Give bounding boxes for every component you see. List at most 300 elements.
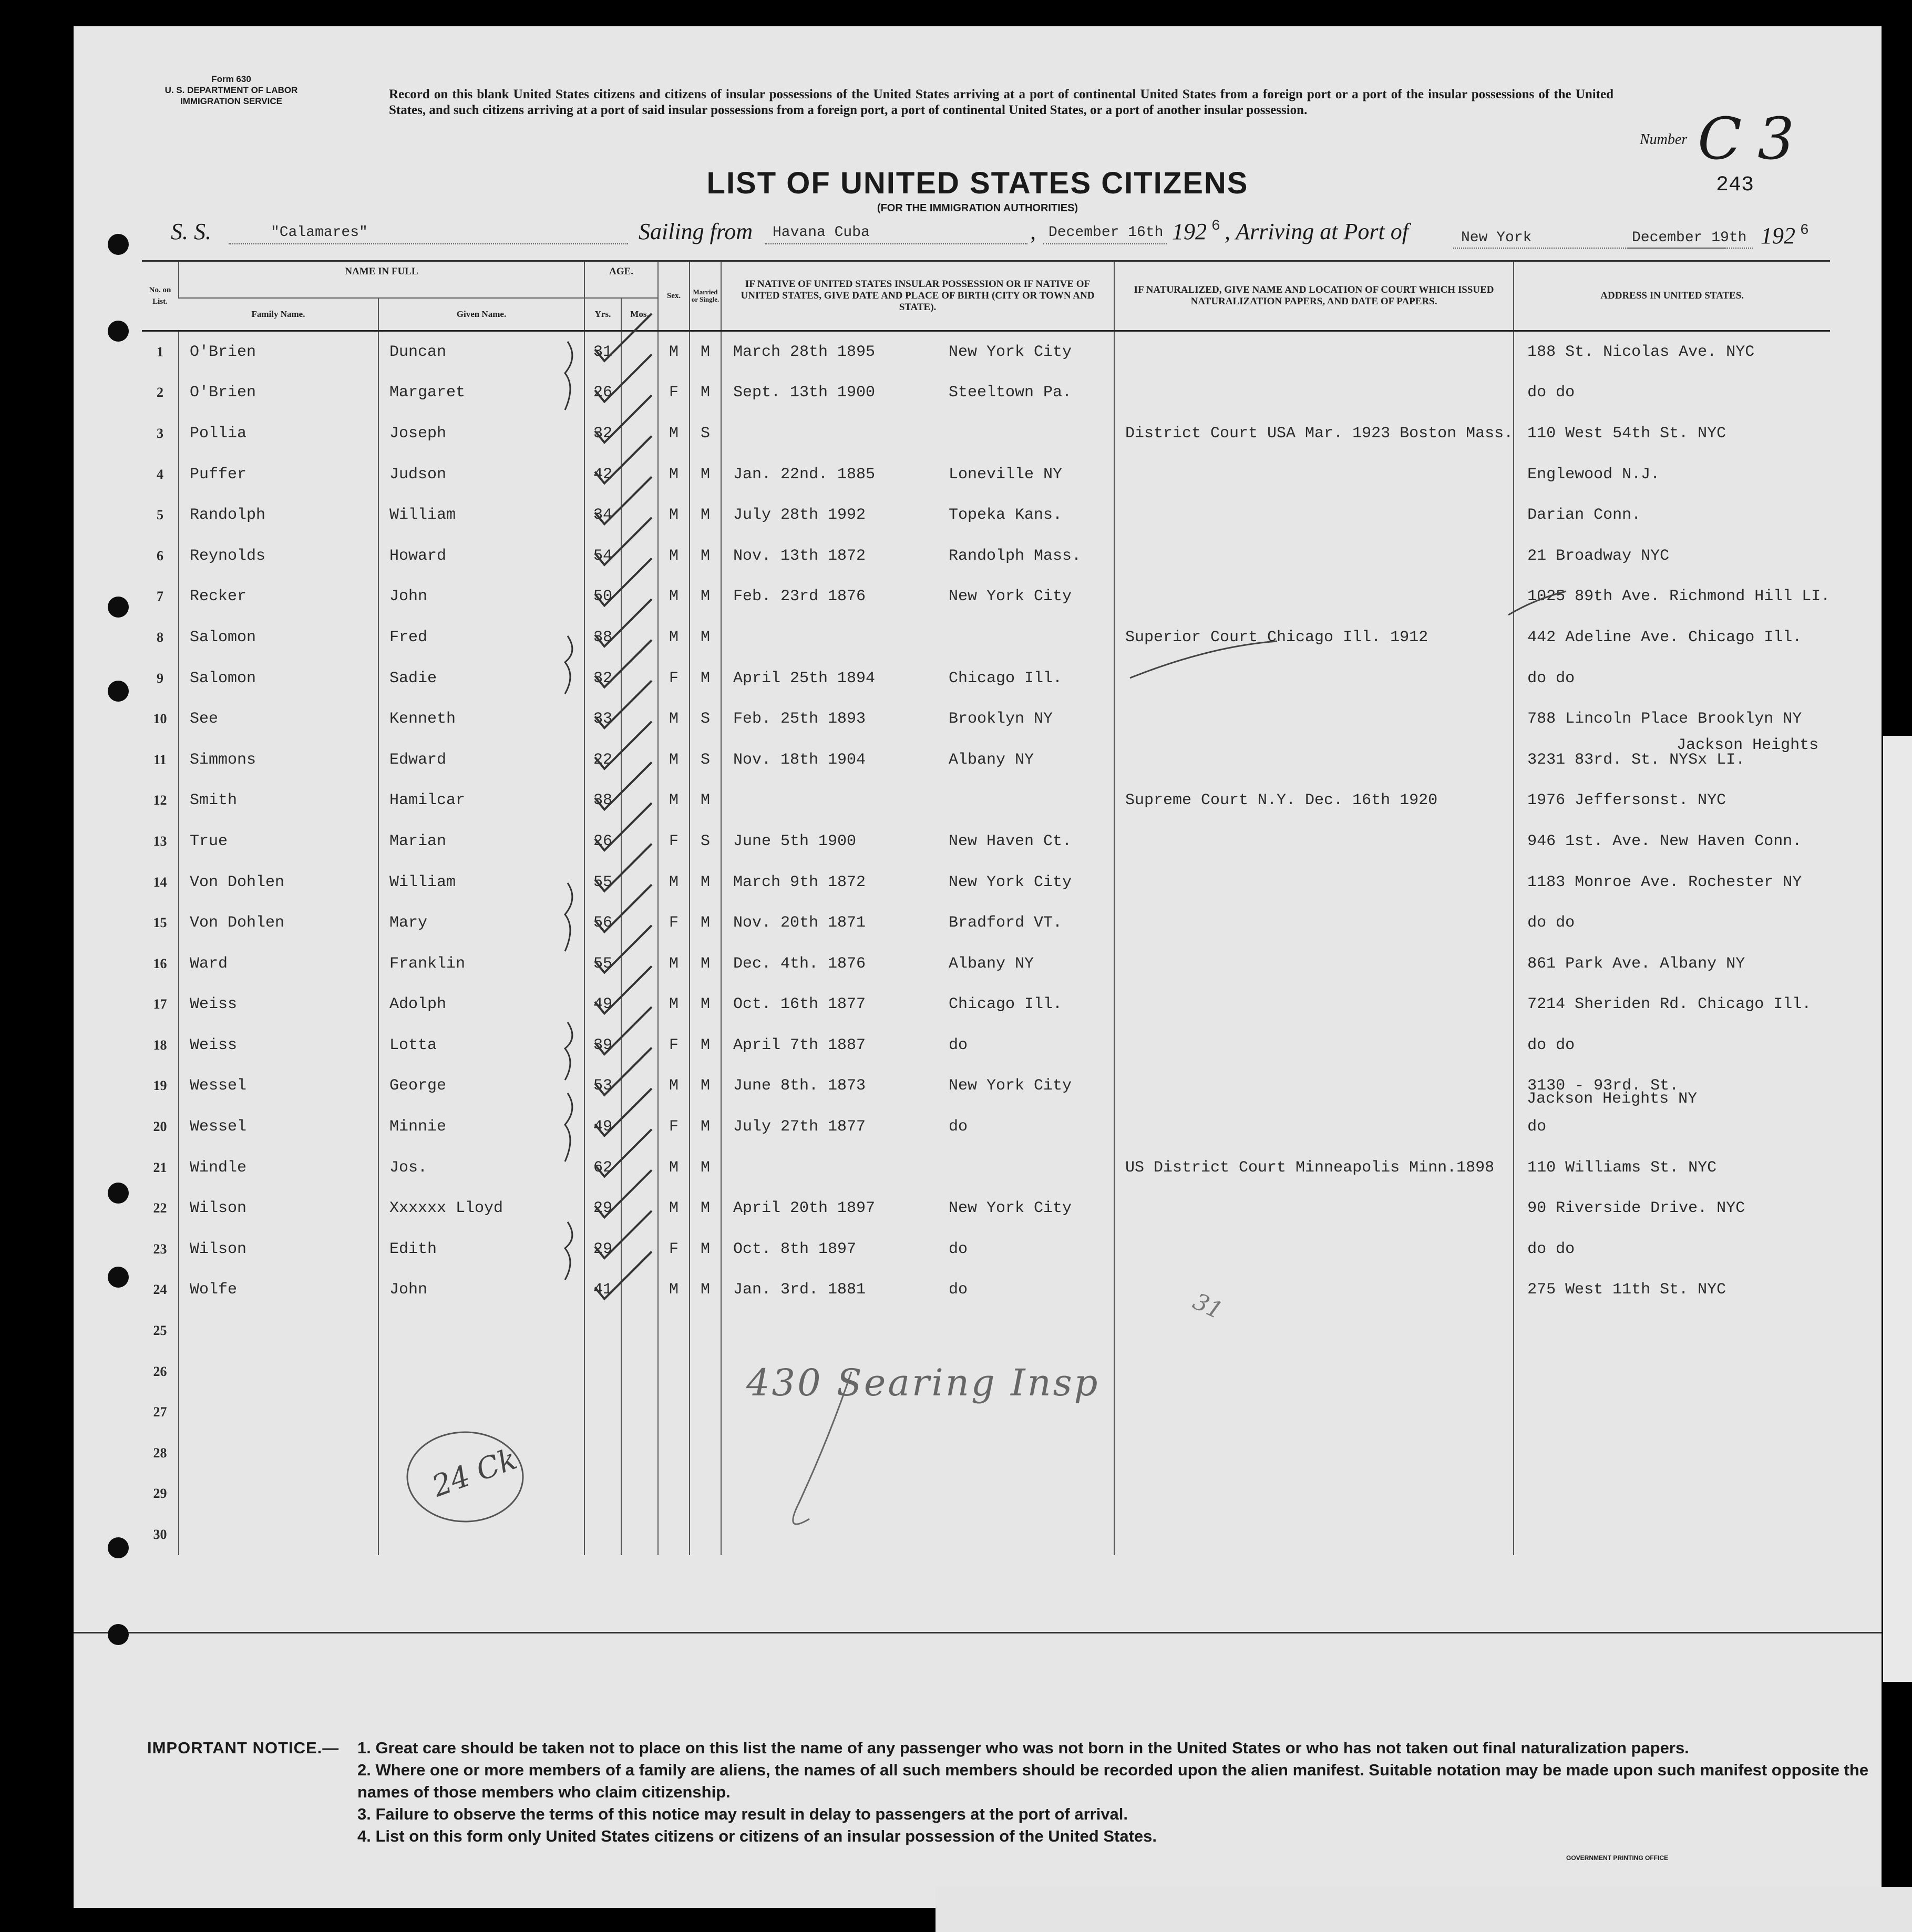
- us-address: 275 West 11th St. NYC: [1514, 1270, 1830, 1311]
- family-name: Wessel: [179, 1106, 378, 1147]
- marital-status: M: [690, 332, 721, 373]
- row-number: 26: [153, 1363, 167, 1379]
- check-marks: [595, 314, 652, 1299]
- year-prefix-2: 192: [1761, 223, 1795, 249]
- age-years: 33: [584, 698, 621, 739]
- sex: M: [658, 332, 690, 373]
- birth-date: March 28th 1895: [733, 343, 876, 361]
- row-number: 17: [153, 996, 167, 1012]
- birth-date: April 7th 1887: [733, 1036, 866, 1054]
- row-number: 13: [153, 833, 167, 849]
- birth-date: April 25th 1894: [733, 669, 876, 687]
- family-name: Salomon: [179, 617, 378, 658]
- us-address: Darian Conn.: [1514, 495, 1830, 536]
- marital-status: M: [690, 1066, 721, 1107]
- sex: M: [658, 413, 690, 454]
- given-name: Lotta: [378, 1025, 584, 1066]
- marital-status: M: [690, 902, 721, 943]
- given-name: Minnie: [378, 1106, 584, 1147]
- age-years: 34: [584, 495, 621, 536]
- row-number: 12: [153, 793, 167, 808]
- check-mark: [595, 518, 652, 565]
- check-mark: [595, 681, 652, 728]
- check-mark: [595, 395, 652, 443]
- age-years: 39: [584, 1025, 621, 1066]
- given-name: Xxxxxx Lloyd: [378, 1188, 584, 1229]
- printer-imprint: GOVERNMENT PRINTING OFFICE: [1566, 1854, 1669, 1862]
- age-years: 55: [584, 862, 621, 903]
- sex: F: [658, 1106, 690, 1147]
- sex: M: [658, 536, 690, 577]
- marital-status: M: [690, 454, 721, 495]
- birth-date: Nov. 13th 1872: [733, 547, 866, 565]
- sex: M: [658, 780, 690, 821]
- birth-place: New Haven Ct.: [949, 832, 1072, 850]
- birth-place: Albany NY: [949, 954, 1034, 973]
- given-name: Margaret: [378, 373, 584, 414]
- service: IMMIGRATION SERVICE: [180, 96, 282, 106]
- check-mark: [595, 762, 652, 809]
- family-name: See: [179, 698, 378, 739]
- check-mark: [595, 1007, 652, 1054]
- us-address: 3130 - 93rd. St.: [1514, 1066, 1830, 1107]
- handwritten-marks: [74, 26, 1882, 1908]
- us-address: 90 Riverside Drive. NYC: [1514, 1188, 1830, 1229]
- age-years: 29: [584, 1188, 621, 1229]
- row-number: 27: [153, 1404, 167, 1420]
- sex: F: [658, 821, 690, 862]
- marital-status: S: [690, 413, 721, 454]
- birth-place: Loneville NY: [949, 465, 1063, 484]
- sex: F: [658, 902, 690, 943]
- check-mark: [595, 1088, 652, 1136]
- document-subtitle: (FOR THE IMMIGRATION AUTHORITIES): [877, 202, 1078, 214]
- family-name: Smith: [179, 780, 378, 821]
- circled-note: 24 Ck: [427, 1442, 521, 1504]
- row-number: 8: [157, 629, 163, 645]
- binder-hole: [108, 597, 129, 618]
- us-address: 946 1st. Ave. New Haven Conn.: [1514, 821, 1830, 862]
- us-address: 1976 Jeffersonst. NYC: [1514, 780, 1830, 821]
- family-name: Puffer: [179, 454, 378, 495]
- number-label: Number: [1640, 131, 1688, 148]
- check-mark: [595, 844, 652, 891]
- birth-date: Oct. 8th 1897: [733, 1240, 857, 1258]
- list-number: C3: [1698, 105, 1811, 172]
- marital-status: M: [690, 1147, 721, 1188]
- sex: F: [658, 1229, 690, 1270]
- sex: M: [658, 739, 690, 780]
- sex: M: [658, 698, 690, 739]
- page-number: 243: [1716, 173, 1754, 197]
- given-name: Duncan: [378, 332, 584, 373]
- arrival-date: December 19th: [1632, 230, 1747, 246]
- notice-lead: IMPORTANT NOTICE.—: [147, 1739, 340, 1757]
- naturalization-court: US District Court Minneapolis Minn.1898: [1114, 1147, 1514, 1188]
- binder-hole: [108, 1537, 129, 1558]
- age-years: 31: [584, 332, 621, 373]
- family-name: Wilson: [179, 1188, 378, 1229]
- check-mark: [595, 436, 652, 484]
- check-mark: [595, 1170, 652, 1217]
- us-address: 861 Park Ave. Albany NY: [1514, 943, 1830, 984]
- family-name: Wessel: [179, 1066, 378, 1107]
- check-mark: [595, 1129, 652, 1177]
- document-title: LIST OF UNITED STATES CITIZENS: [706, 166, 1249, 200]
- age-years: 26: [584, 373, 621, 414]
- row-number: 28: [153, 1445, 167, 1461]
- col-age-header: AGE.: [584, 261, 658, 299]
- check-mark: [595, 599, 652, 646]
- age-years: 49: [584, 1106, 621, 1147]
- check-mark: [595, 558, 652, 605]
- us-address: Englewood N.J.: [1514, 454, 1830, 495]
- birth-date: Feb. 23rd 1876: [733, 588, 866, 606]
- row-number: 14: [153, 874, 167, 890]
- sex: M: [658, 1270, 690, 1311]
- address-extra-row-19: Jackson Heights NY: [1527, 1090, 1698, 1108]
- notice-item-1: 1. Great care should be taken not to place on this list the name of any passenger who was not born in the United States or who has not taken out final naturalization papers.: [357, 1739, 1689, 1757]
- family-name: Reynolds: [179, 536, 378, 577]
- row-number: 1: [157, 344, 163, 359]
- year-digit-2: 6: [1800, 222, 1809, 239]
- birth-place: New York City: [949, 588, 1072, 606]
- binder-hole: [108, 1267, 129, 1288]
- family-name: Recker: [179, 577, 378, 618]
- birth-date: Sept. 13th 1900: [733, 384, 876, 402]
- us-address: 3231 83rd. St. NYSx LI.: [1514, 739, 1830, 780]
- marital-status: S: [690, 739, 721, 780]
- marital-status: M: [690, 1106, 721, 1147]
- given-name: George: [378, 1066, 584, 1107]
- sex: M: [658, 1188, 690, 1229]
- given-name: John: [378, 577, 584, 618]
- notice-item-4: 4. List on this form only United States citizens or citizens of an insular possession of the United States.: [357, 1827, 1157, 1845]
- given-name: William: [378, 495, 584, 536]
- naturalization-court: District Court USA Mar. 1923 Boston Mass.: [1114, 413, 1514, 454]
- given-name: Franklin: [378, 943, 584, 984]
- voyage-line: S. S. "Calamares" Sailing from Havana Cuba , December 16th 192 6 , Arriving at Port of New York December 19th 192 6: [171, 218, 1809, 249]
- marital-status: S: [690, 821, 721, 862]
- birth-place: New York City: [949, 1199, 1072, 1218]
- age-years: 41: [584, 1270, 621, 1311]
- row-number: 16: [153, 955, 167, 971]
- binder-hole: [108, 321, 129, 342]
- sex: F: [658, 373, 690, 414]
- col-naturalized-header: IF NATURALIZED, GIVE NAME AND LOCATION OF COURT WHICH ISSUED NATURALIZATION PAPERS, AND DATE OF PAPERS.: [1114, 261, 1514, 331]
- check-mark: [595, 966, 652, 1013]
- age-years: 55: [584, 943, 621, 984]
- row-number: 29: [153, 1486, 167, 1502]
- age-years: 32: [584, 413, 621, 454]
- marital-status: M: [690, 536, 721, 577]
- age-years: 49: [584, 984, 621, 1025]
- sex: M: [658, 984, 690, 1025]
- birth-place: New York City: [949, 343, 1072, 361]
- sex: M: [658, 1066, 690, 1107]
- birth-date: Dec. 4th. 1876: [733, 954, 866, 973]
- family-name: O'Brien: [179, 373, 378, 414]
- row-number: 20: [153, 1119, 167, 1135]
- small-note: 31: [1188, 1288, 1227, 1325]
- sailing-label: Sailing from: [639, 219, 753, 244]
- family-name: True: [179, 821, 378, 862]
- age-years: 38: [584, 780, 621, 821]
- row-number: 25: [153, 1323, 167, 1339]
- binder-hole: [108, 234, 129, 255]
- check-mark: [595, 722, 652, 769]
- form-number: Form 630: [211, 74, 251, 84]
- birth-place: do: [949, 1118, 968, 1136]
- departure-port: Havana Cuba: [773, 224, 870, 241]
- row-number: 7: [157, 589, 163, 604]
- paper-edge: [1883, 736, 1912, 1682]
- us-address: 1183 Monroe Ave. Rochester NY: [1514, 862, 1830, 903]
- marital-status: M: [690, 495, 721, 536]
- row-number: 9: [157, 670, 163, 686]
- row-number: 2: [157, 385, 163, 400]
- marital-status: S: [690, 698, 721, 739]
- row-number: 30: [153, 1527, 167, 1543]
- row-number: 24: [153, 1282, 167, 1298]
- birth-place: do: [949, 1281, 968, 1299]
- check-mark: [595, 354, 652, 402]
- given-name: John: [378, 1270, 584, 1311]
- family-name: Salomon: [179, 658, 378, 699]
- check-mark: [595, 885, 652, 932]
- sex: M: [658, 862, 690, 903]
- given-name: Edward: [378, 739, 584, 780]
- given-name: Howard: [378, 536, 584, 577]
- given-name: Fred: [378, 617, 584, 658]
- check-mark: [595, 1251, 652, 1299]
- us-address: do do: [1514, 658, 1830, 699]
- us-address: do do: [1514, 1229, 1830, 1270]
- marital-status: M: [690, 373, 721, 414]
- binder-hole: [108, 1624, 129, 1645]
- family-name: Randolph: [179, 495, 378, 536]
- bottom-rule: [74, 1632, 1882, 1633]
- row-number: 10: [153, 711, 167, 727]
- department: U. S. DEPARTMENT OF LABOR: [165, 85, 298, 95]
- check-mark: [595, 640, 652, 687]
- birth-place: Brooklyn NY: [949, 710, 1053, 728]
- birth-date: July 28th 1992: [733, 506, 866, 525]
- row-number: 18: [153, 1037, 167, 1053]
- us-address: 21 Broadway NYC: [1514, 536, 1830, 577]
- row-number: 22: [153, 1200, 167, 1216]
- col-given-header: Given Name.: [378, 298, 584, 331]
- sex: M: [658, 454, 690, 495]
- birth-place: Bradford VT.: [949, 914, 1063, 932]
- col-birth-header: IF NATIVE OF UNITED STATES INSULAR POSSESSION OR IF NATIVE OF UNITED STATES, GIVE DATE AND PLACE OF BIRTH (CITY OR TOWN AND STATE).: [721, 261, 1114, 331]
- marital-status: M: [690, 617, 721, 658]
- col-address-header: ADDRESS IN UNITED STATES.: [1514, 261, 1830, 331]
- col-no-header: No. on List.: [142, 261, 179, 331]
- birth-date: June 5th 1900: [733, 832, 857, 850]
- birth-place: Topeka Kans.: [949, 506, 1063, 525]
- marital-status: M: [690, 862, 721, 903]
- birth-place: do: [949, 1240, 968, 1258]
- birth-date: Jan. 3rd. 1881: [733, 1281, 866, 1299]
- birth-date: Nov. 18th 1904: [733, 751, 866, 769]
- row-number: 5: [157, 507, 163, 523]
- family-brackets: [565, 342, 572, 1280]
- family-name: Von Dohlen: [179, 902, 378, 943]
- paper-tab: [936, 1887, 1912, 1932]
- birth-place: Steeltown Pa.: [949, 384, 1072, 402]
- col-name-header: NAME IN FULL: [179, 261, 584, 299]
- marital-status: M: [690, 577, 721, 618]
- given-name: Sadie: [378, 658, 584, 699]
- check-mark: [595, 477, 652, 524]
- family-name: Ward: [179, 943, 378, 984]
- age-years: 38: [584, 617, 621, 658]
- age-years: 26: [584, 821, 621, 862]
- age-years: 29: [584, 1229, 621, 1270]
- family-name: Windle: [179, 1147, 378, 1188]
- given-name: Jos.: [378, 1147, 584, 1188]
- us-address: 110 Williams St. NYC: [1514, 1147, 1830, 1188]
- given-name: Mary: [378, 902, 584, 943]
- col-yrs-header: Yrs.: [584, 298, 621, 331]
- us-address: 788 Lincoln Place Brooklyn NY: [1514, 698, 1830, 739]
- birth-date: Jan. 22nd. 1885: [733, 465, 876, 484]
- us-address: 1025 89th Ave. Richmond Hill LI.: [1514, 577, 1830, 618]
- manifest-sheet: [74, 26, 1882, 1908]
- us-address: do do: [1514, 1025, 1830, 1066]
- arriving-label: , Arriving at Port of: [1225, 219, 1409, 244]
- birth-place: New York City: [949, 873, 1072, 891]
- marital-status: M: [690, 780, 721, 821]
- given-name: Adolph: [378, 984, 584, 1025]
- row-number: 6: [157, 548, 163, 563]
- us-address: 188 St. Nicolas Ave. NYC: [1514, 332, 1830, 373]
- col-family-header: Family Name.: [179, 298, 378, 331]
- birth-place: do: [949, 1036, 968, 1054]
- col-married-header: Married or Single.: [690, 261, 721, 331]
- marital-status: M: [690, 658, 721, 699]
- birth-place: Chicago Ill.: [949, 995, 1063, 1014]
- sex: M: [658, 943, 690, 984]
- marital-status: M: [690, 1025, 721, 1066]
- us-address: do do: [1514, 902, 1830, 943]
- birth-place: Chicago Ill.: [949, 669, 1063, 687]
- naturalization-court: Supreme Court N.Y. Dec. 16th 1920: [1114, 780, 1514, 821]
- given-name: Judson: [378, 454, 584, 495]
- check-mark: [595, 926, 652, 973]
- age-years: 50: [584, 577, 621, 618]
- birth-date: March 9th 1872: [733, 873, 866, 891]
- family-name: Simmons: [179, 739, 378, 780]
- age-years: 62: [584, 1147, 621, 1188]
- departure-date: December 16th: [1048, 224, 1164, 241]
- us-address: 110 West 54th St. NYC: [1514, 413, 1830, 454]
- age-years: 53: [584, 1066, 621, 1107]
- check-mark: [595, 314, 652, 361]
- us-address: do do: [1514, 373, 1830, 414]
- given-name: Hamilcar: [378, 780, 584, 821]
- time-note: 430 Searing Insp: [746, 1361, 1100, 1404]
- marital-status: M: [690, 1188, 721, 1229]
- birth-date: April 20th 1897: [733, 1199, 876, 1218]
- family-name: Weiss: [179, 984, 378, 1025]
- row-number: 19: [153, 1078, 167, 1094]
- strike-marks: [1130, 591, 1566, 678]
- sex: M: [658, 617, 690, 658]
- sex: M: [658, 495, 690, 536]
- important-notice: [147, 1737, 1882, 1847]
- birth-place: New York City: [949, 1077, 1072, 1095]
- birth-date: July 27th 1877: [733, 1118, 866, 1136]
- row-number: 23: [153, 1241, 167, 1257]
- sex: M: [658, 577, 690, 618]
- row-number: 21: [153, 1159, 167, 1175]
- notice-item-2: 2. Where one or more members of a family are aliens, the names of all such members should be recorded upon the alien manifest. Suitable notation may be made upon such manifest opposite the names of those members who claim citizenship.: [357, 1761, 1869, 1801]
- given-name: Edith: [378, 1229, 584, 1270]
- us-address: 7214 Sheriden Rd. Chicago Ill.: [1514, 984, 1830, 1025]
- family-name: Wolfe: [179, 1270, 378, 1311]
- row-number: 3: [157, 425, 163, 441]
- sex: F: [658, 1025, 690, 1066]
- given-name: Joseph: [378, 413, 584, 454]
- ship-name: "Calamares": [271, 224, 368, 241]
- address-extra-row-11: Jackson Heights: [1677, 736, 1819, 754]
- family-name: Von Dohlen: [179, 862, 378, 903]
- family-name: O'Brien: [179, 332, 378, 373]
- row-number: 4: [157, 466, 163, 482]
- year-prefix-1: 192: [1172, 219, 1207, 244]
- marital-status: M: [690, 1229, 721, 1270]
- birth-date: June 8th. 1873: [733, 1077, 866, 1095]
- sex: F: [658, 658, 690, 699]
- given-name: William: [378, 862, 584, 903]
- binder-hole: [108, 1183, 129, 1204]
- family-name: Pollia: [179, 413, 378, 454]
- row-number: 11: [153, 752, 167, 767]
- birth-place: Randolph Mass.: [949, 547, 1082, 565]
- sex: M: [658, 1147, 690, 1188]
- marital-status: M: [690, 984, 721, 1025]
- age-years: 54: [584, 536, 621, 577]
- family-name: Wilson: [179, 1229, 378, 1270]
- birth-date: Nov. 20th 1871: [733, 914, 866, 932]
- check-mark: [595, 803, 652, 850]
- age-years: 32: [584, 658, 621, 699]
- family-name: Weiss: [179, 1025, 378, 1066]
- row-number: 15: [153, 915, 167, 931]
- age-years: 56: [584, 902, 621, 943]
- age-years: 42: [584, 454, 621, 495]
- us-address: do: [1514, 1106, 1830, 1147]
- check-mark: [595, 1047, 652, 1095]
- birth-date: Oct. 16th 1877: [733, 995, 866, 1014]
- col-sex-header: Sex.: [658, 261, 690, 331]
- birth-place: Albany NY: [949, 751, 1034, 769]
- col-mos-header: Mos.: [621, 298, 658, 331]
- notice-item-3: 3. Failure to observe the terms of this notice may result in delay to passengers at the port of arrival.: [357, 1805, 1128, 1823]
- marital-status: M: [690, 1270, 721, 1311]
- birth-date: Feb. 25th 1893: [733, 710, 866, 728]
- instructions-text: Record on this blank United States citizens and citizens of insular possessions of the United States arriving at a port of continental United States from a foreign port or a port of the insular possessions of the United States, and such citizens arriving at a port of said insular possessions from a foreign port, a port of continental United States, or a port of another insular possession.: [389, 87, 1613, 117]
- given-name: Marian: [378, 821, 584, 862]
- age-years: 22: [584, 739, 621, 780]
- naturalization-court: Superior Court Chicago Ill. 1912: [1114, 617, 1514, 658]
- year-digit-1: 6: [1211, 218, 1220, 234]
- check-mark: [595, 1211, 652, 1258]
- given-name: Kenneth: [378, 698, 584, 739]
- ss-label: S. S.: [171, 219, 211, 244]
